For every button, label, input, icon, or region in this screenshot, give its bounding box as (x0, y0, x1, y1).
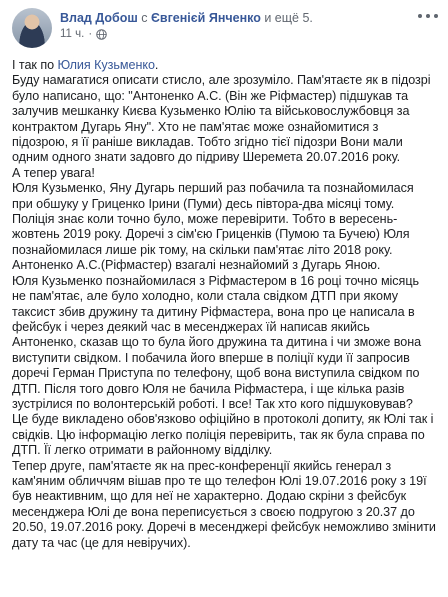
author-avatar[interactable] (12, 8, 52, 48)
post-header-text (60, 8, 436, 42)
author-name-link[interactable]: Влад Добош (60, 11, 138, 25)
post-header (12, 8, 436, 52)
post-paragraph: Юля Кузьменко, Яну Дугарь перший раз побачила та познайомилася при обшуку у Гриценко Ірини (Пуми) десь півтора-два місяці тому. Поліція знає коли точно було, може перевірити. Тобто в вересень-жовтень 2019 року. Доречі з сім'єю Гриценків (Пумою та Бучею) Юля познайомилася лише рік тому, на скільки пам'ятає літо 2018 року. Антоненко А.С.(Ріфмастер) взагалі незнайомий з Дугарь Яною. (12, 181, 414, 273)
post-paragraph: Юля Кузьменко познайомилася з Ріфмастером в 16 році точно місяць не пам'ятає, але було холодно, коли стала свідком ДТП при якому таксист збив дружину та дитину Ріфмастера, вона про це написала в фейсбук і через деякий час в месенджерах їй написав якийсь Антоненко, сказав що то була його дружина та дитина і чи зможе вона виступити свідком. І побачила його вперше в поліції куди її запросив доречі Герман Приступа по телефону, щоб вона виступила свідком по ДТП. Після того довго Юля не бачила Ріфмастера, і ще кілька разів зустрілися по волонтерській роботі. І все! Так хто кого підшуковував? (12, 273, 422, 411)
post-greeting: І так по Юлия Кузьменко. (12, 58, 159, 72)
post-body (12, 58, 436, 551)
meta-separator: · (88, 28, 93, 40)
mention-link[interactable]: Юлия Кузьменко (57, 58, 155, 72)
post-timestamp[interactable]: 11 ч. (60, 28, 85, 40)
others-count-link[interactable]: и ещё 5. (264, 11, 313, 25)
globe-icon[interactable] (96, 29, 107, 40)
tagged-user-link[interactable]: Євгенієй Янченко (151, 11, 261, 25)
post-paragraph: Буду намагатися описати стисло, але зрозуміло. Пам'ятаєте як в підозрі було написано, що: "Антоненко А.С. (Він же Ріфмастер) підшукав та залучив мешканку Києва Кузьменко Юлію та військовослужбовця за контрактом Дугарь Яну". Хто не пам'ятає може ознайомитися з підозрою, я її раніше викладав. Тобто згідно тієї підозри Вони мали одним одного знати задовго до підриву Шеремета 20.07.2016 року. (12, 73, 431, 165)
author-line (60, 10, 436, 26)
post-paragraph: А тепер увага! (12, 165, 95, 180)
with-word: с (141, 11, 148, 25)
post-meta (60, 26, 436, 42)
post-paragraph: Тепер друге, пам'ятаєте як на прес-конференції якийсь генерал з кам'яним обличчям вішав про те що телефон Юлі 19.07.2016 року з 19ї був неактивним, що для неї не характерно. Додаю скріни з фейсбук месенджера Юлі де вона переписується з своєю подругою з 20.37 до 20.50, 19.07.2016 року. Доречі в месенджері фейсбук неможливо змінити дату та час (це для невіручих). (12, 458, 436, 550)
post-paragraph: Це буде викладено обов'язково офіційно в протоколі допиту, як Юлі так і свідків. Цю інформацію легко поліція перевірить, так як була справа по ДТП. Її легко отримати в районному відділку. (12, 412, 434, 458)
more-options-icon[interactable] (418, 10, 438, 22)
